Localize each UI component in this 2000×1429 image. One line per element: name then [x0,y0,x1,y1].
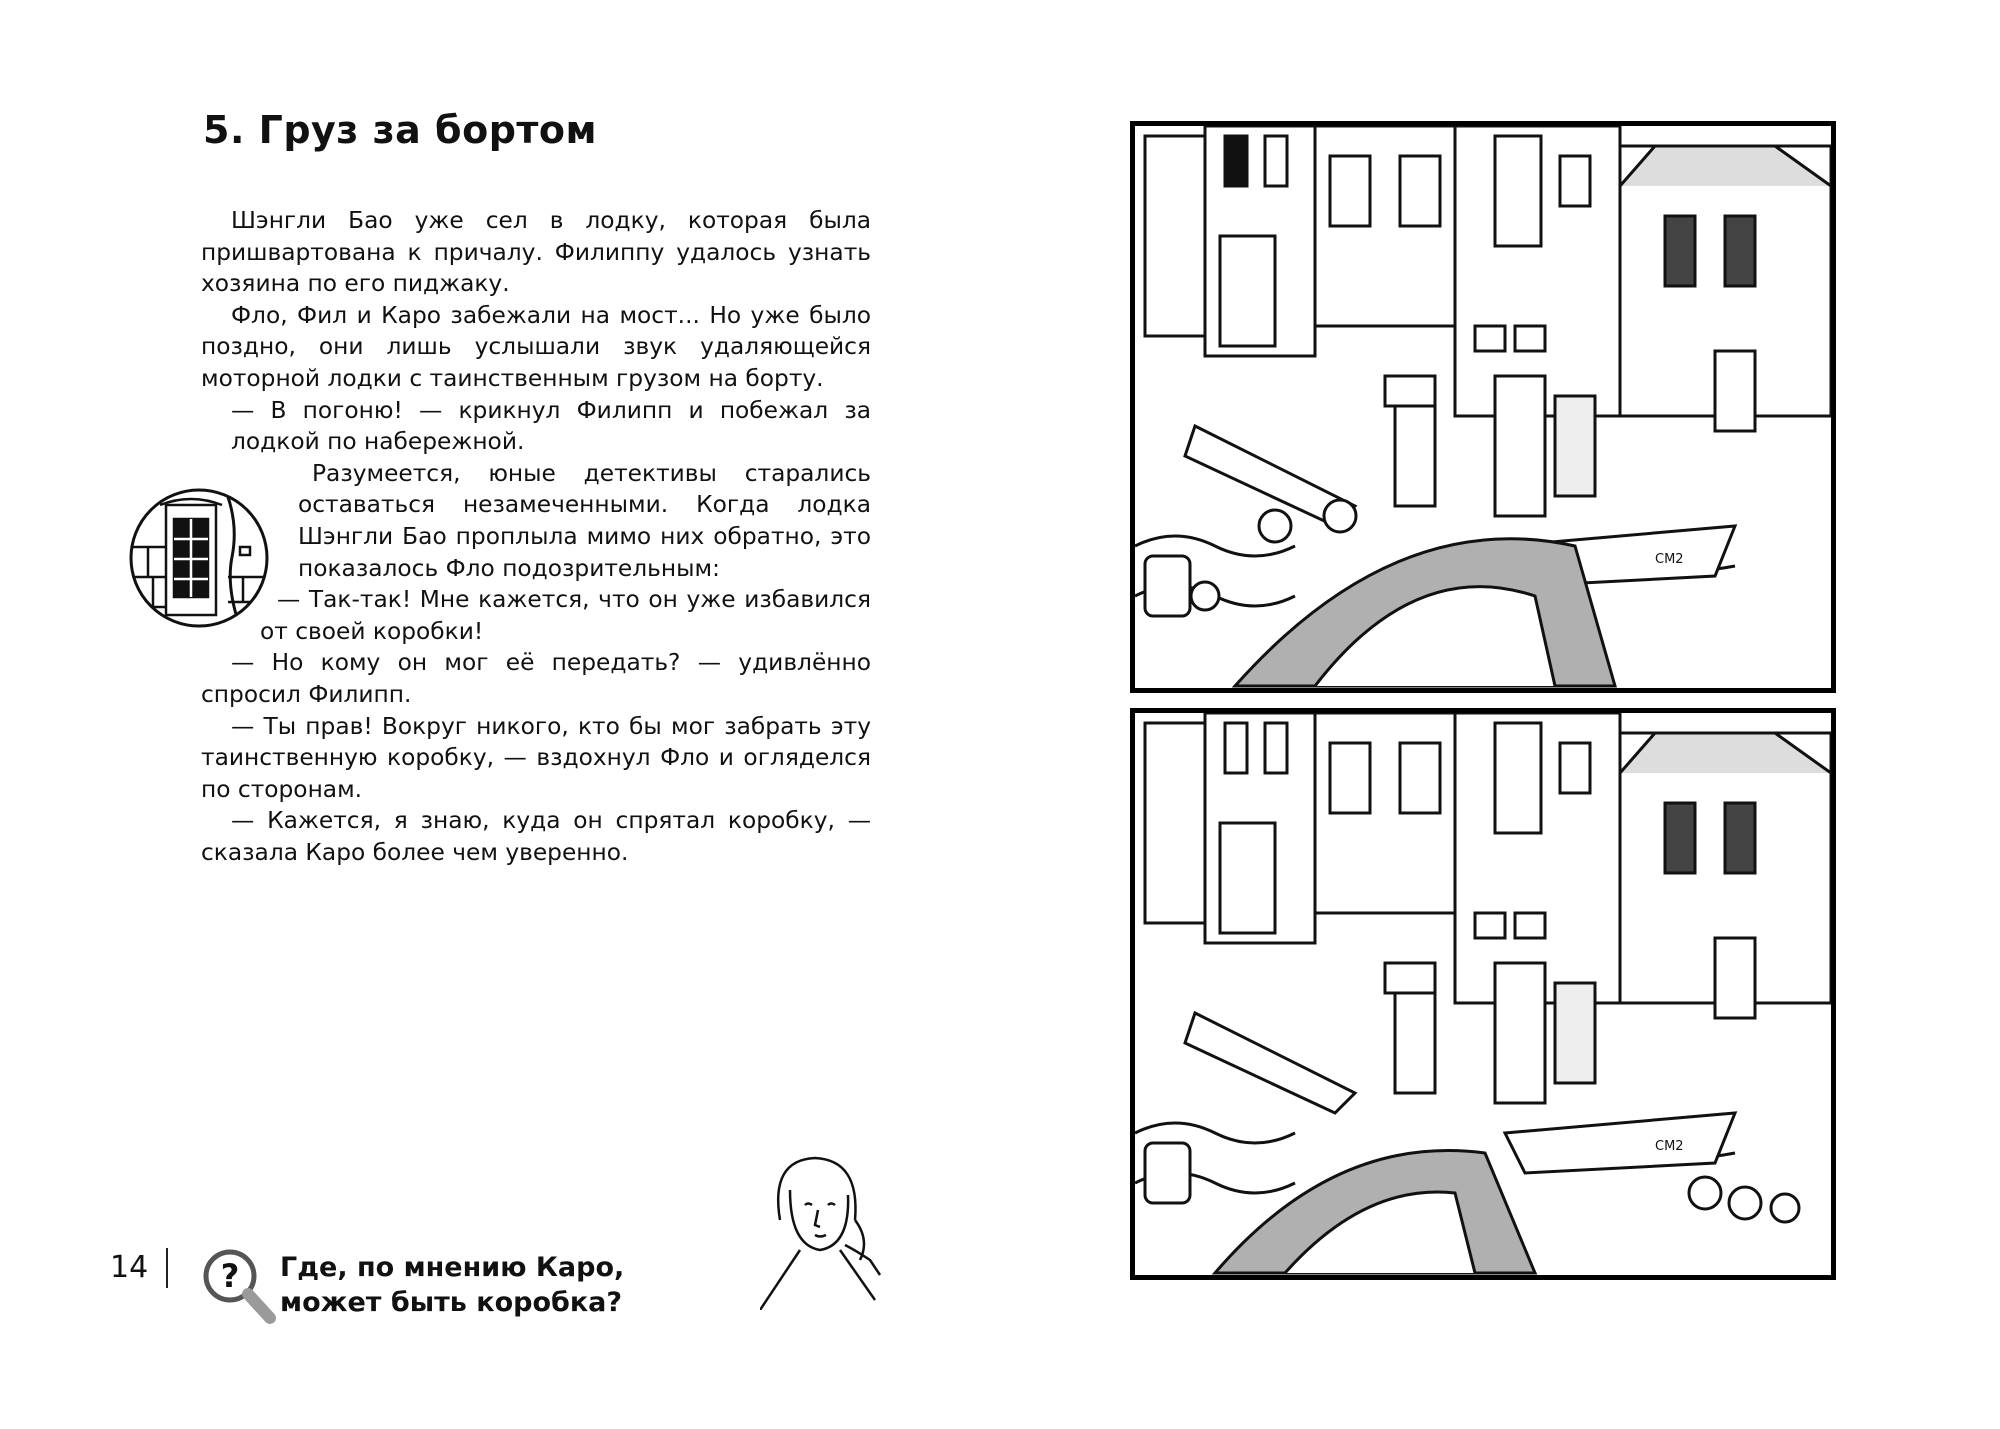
question-line-1: Где, по мнению Каро, [280,1252,625,1283]
paragraph-2: Фло, Фил и Каро забежали на мост... Но уже было поздно, они лишь услышали звук удаляющейся моторной лодки с таинственным грузом на борту. [201,301,871,392]
paragraph-1: Шэнгли Бао уже сел в лодку, которая была пришвартована к причалу. Филиппу удалось узнать хозяина по его пиджаку. [201,207,871,298]
question-mark-glyph: ? [220,1257,240,1295]
question-text [280,1250,624,1320]
page-number-divider [166,1248,168,1288]
paragraph-5: — Так-так! Мне кажется, что он уже избавился от своей коробки! [260,586,871,645]
scene-picture-top [1130,121,1836,693]
story-text [201,205,871,868]
paragraph-8: — Кажется, я знаю, куда он спрятал коробку, — сказала Каро более чем уверенно. [201,807,871,866]
paragraph-3: — В погоню! — крикнул Филипп и побежал за лодкой по набережной. [231,396,871,456]
paragraph-7: — Ты прав! Вокруг никого, кто бы мог забрать эту таинственную коробку, — вздохнул Фло и огляделся по сторонам. [201,712,871,803]
page-title: 5. Груз за бортом [203,108,598,152]
paragraph-4: Разумеется, юные детективы старались оставаться незамеченными. Когда лодка Шэнгли Бао проплыла мимо них обратно, это показалось Фло подозрительным: [298,459,871,582]
window-detail-inset [128,487,270,629]
boat-label-bottom: CM2 [1655,1139,1684,1154]
caro-portrait [760,1150,890,1310]
magnifier-question-icon [198,1246,278,1326]
scene-picture-bottom [1130,708,1836,1280]
question-line-2: может быть коробка? [280,1287,623,1318]
paragraph-6: — Но кому он мог её передать? — удивлённо спросил Филипп. [201,649,871,708]
page-number: 14 [110,1250,149,1285]
boat-label-top: CM2 [1655,552,1684,567]
